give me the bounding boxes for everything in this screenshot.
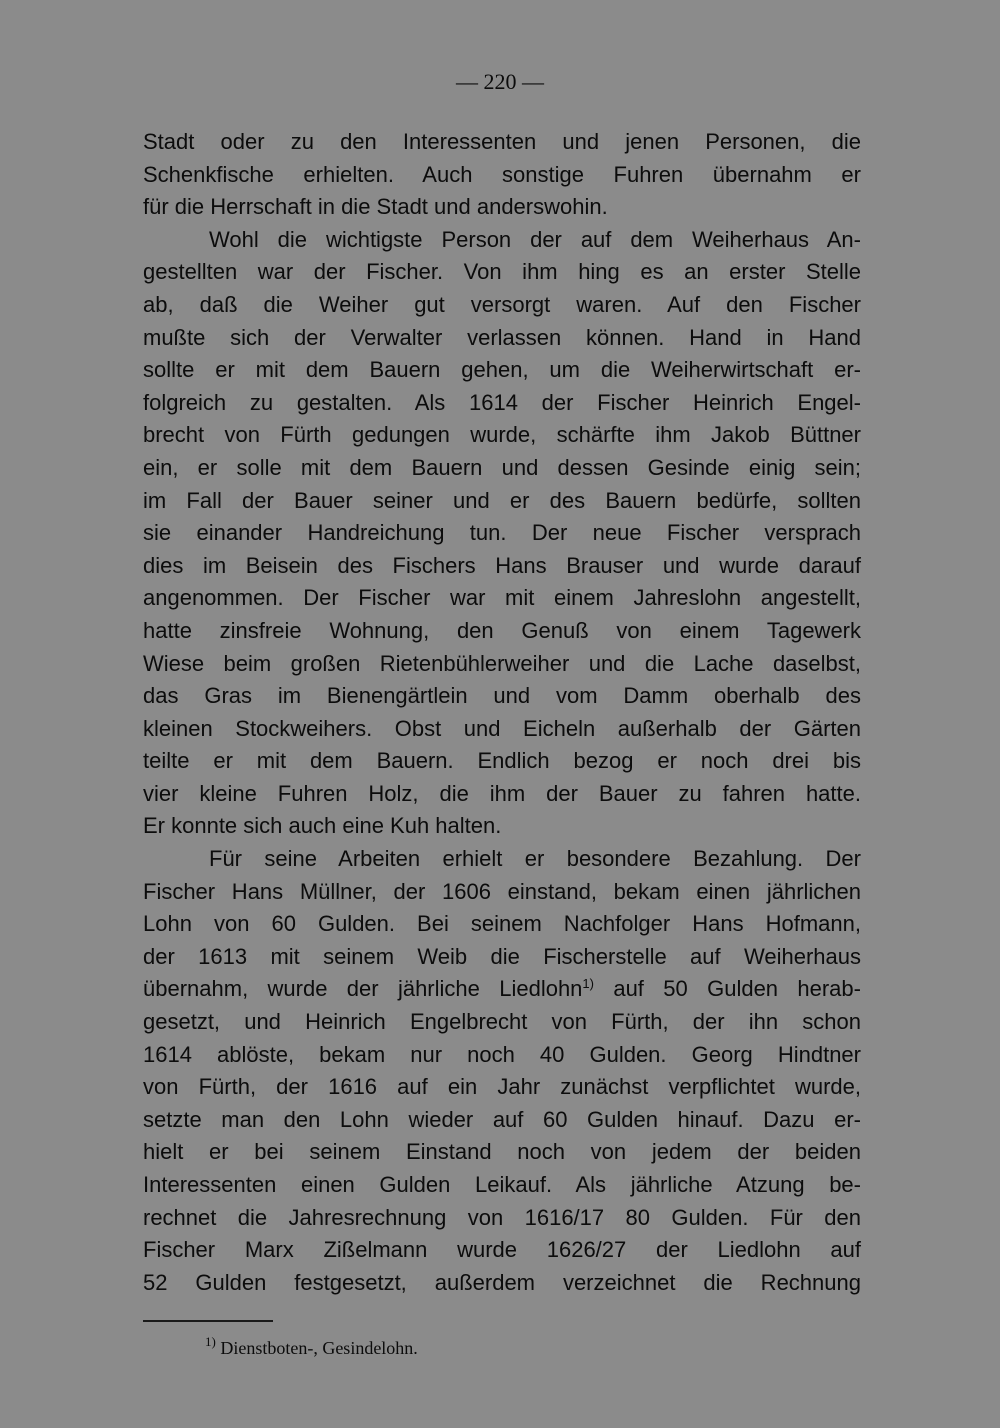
body-text xyxy=(143,126,861,1299)
text-line: mußte sich der Verwalter verlassen können. Hand in Hand xyxy=(143,324,861,350)
text-line: das Gras im Bienengärtlein und vom Damm oberhalb des xyxy=(143,683,861,709)
text-line: 1614 ablöste, bekam nur noch 40 Gulden. Georg Hindtner xyxy=(143,1041,861,1067)
text-line: von Fürth, der 1616 auf ein Jahr zunächst verpflichtet wurde, xyxy=(143,1074,861,1100)
footnote-marker: 1) xyxy=(205,1334,216,1349)
footnote-reference: 1) xyxy=(582,976,594,992)
text-line: Für seine Arbeiten erhielt er besondere Bezahlung. Der xyxy=(209,846,861,872)
text-line: rechnet die Jahresrechnung von 1616/17 80 Gulden. Für den xyxy=(143,1204,861,1230)
text-line: Lohn von 60 Gulden. Bei seinem Nachfolger Hans Hofmann, xyxy=(143,911,861,937)
text-line: der 1613 mit seinem Weib die Fischerstelle auf Weiherhaus xyxy=(143,943,861,969)
text-line: Schenkfische erhielten. Auch sonstige Fuhren übernahm er xyxy=(143,161,861,187)
text-line: sollte er mit dem Bauern gehen, um die Weiherwirtschaft er- xyxy=(143,357,861,383)
text-line: teilte er mit dem Bauern. Endlich bezog er noch drei bis xyxy=(143,748,861,774)
text-line: im Fall der Bauer seiner und er des Bauern bedürfe, sollten xyxy=(143,487,861,513)
page-number: — 220 — xyxy=(456,69,544,94)
text-line: kleinen Stockweihers. Obst und Eicheln außerhalb der Gärten xyxy=(143,715,861,741)
text-line: hatte zinsfreie Wohnung, den Genuß von einem Tagewerk xyxy=(143,617,861,643)
text-line: ab, daß die Weiher gut versorgt waren. Auf den Fischer xyxy=(143,291,861,317)
text-line: für die Herrschaft in die Stadt und anderswohin. xyxy=(143,194,608,220)
text-line: dies im Beisein des Fischers Hans Brauser und wurde darauf xyxy=(143,552,861,578)
text-line: gesetzt, und Heinrich Engelbrecht von Fürth, der ihn schon xyxy=(143,1009,861,1035)
text-line: Wohl die wichtigste Person der auf dem Weiherhaus An- xyxy=(209,226,861,252)
text-line: hielt er bei seinem Einstand noch von jedem der beiden xyxy=(143,1139,861,1165)
text-segment: übernahm, wurde der jährliche Liedlohn xyxy=(143,976,583,1002)
text-line-with-footnote-ref xyxy=(143,973,861,1006)
text-line: ein, er solle mit dem Bauern und dessen Gesinde einig sein; xyxy=(143,454,861,480)
text-line: Fischer Marx Zißelmann wurde 1626/27 der Liedlohn auf xyxy=(143,1237,861,1263)
footnote xyxy=(205,1334,418,1362)
text-line: gestellten war der Fischer. Von ihm hing es an erster Stelle xyxy=(143,259,861,285)
text-line: 52 Gulden festgesetzt, außerdem verzeichnet die Rechnung xyxy=(143,1269,861,1295)
text-line: folgreich zu gestalten. Als 1614 der Fischer Heinrich Engel- xyxy=(143,389,861,415)
text-line: Wiese beim großen Rietenbühlerweiher und die Lache daselbst, xyxy=(143,650,861,676)
text-line: vier kleine Fuhren Holz, die ihm der Bauer zu fahren hatte. xyxy=(143,780,861,806)
text-line: Stadt oder zu den Interessenten und jenen Personen, die xyxy=(143,129,861,154)
text-line: Interessenten einen Gulden Leikauf. Als jährliche Atzung be- xyxy=(143,1172,861,1197)
footnote-text: Dienstboten-, Gesindelohn. xyxy=(215,1338,418,1358)
text-line: Fischer Hans Müllner, der 1606 einstand, bekam einen jährlichen xyxy=(143,878,861,904)
text-line: Er konnte sich auch eine Kuh halten. xyxy=(143,813,502,839)
text-line: sie einander Handreichung tun. Der neue Fischer versprach xyxy=(143,520,861,546)
text-line: brecht von Fürth gedungen wurde, schärfte ihm Jakob Büttner xyxy=(143,422,861,448)
text-segment: auf 50 Gulden herab- xyxy=(593,976,861,1002)
text-line: angenommen. Der Fischer war mit einem Jahreslohn angestellt, xyxy=(143,585,861,611)
footnote-divider xyxy=(143,1320,273,1322)
text-line: setzte man den Lohn wieder auf 60 Gulden hinauf. Dazu er- xyxy=(143,1106,861,1132)
